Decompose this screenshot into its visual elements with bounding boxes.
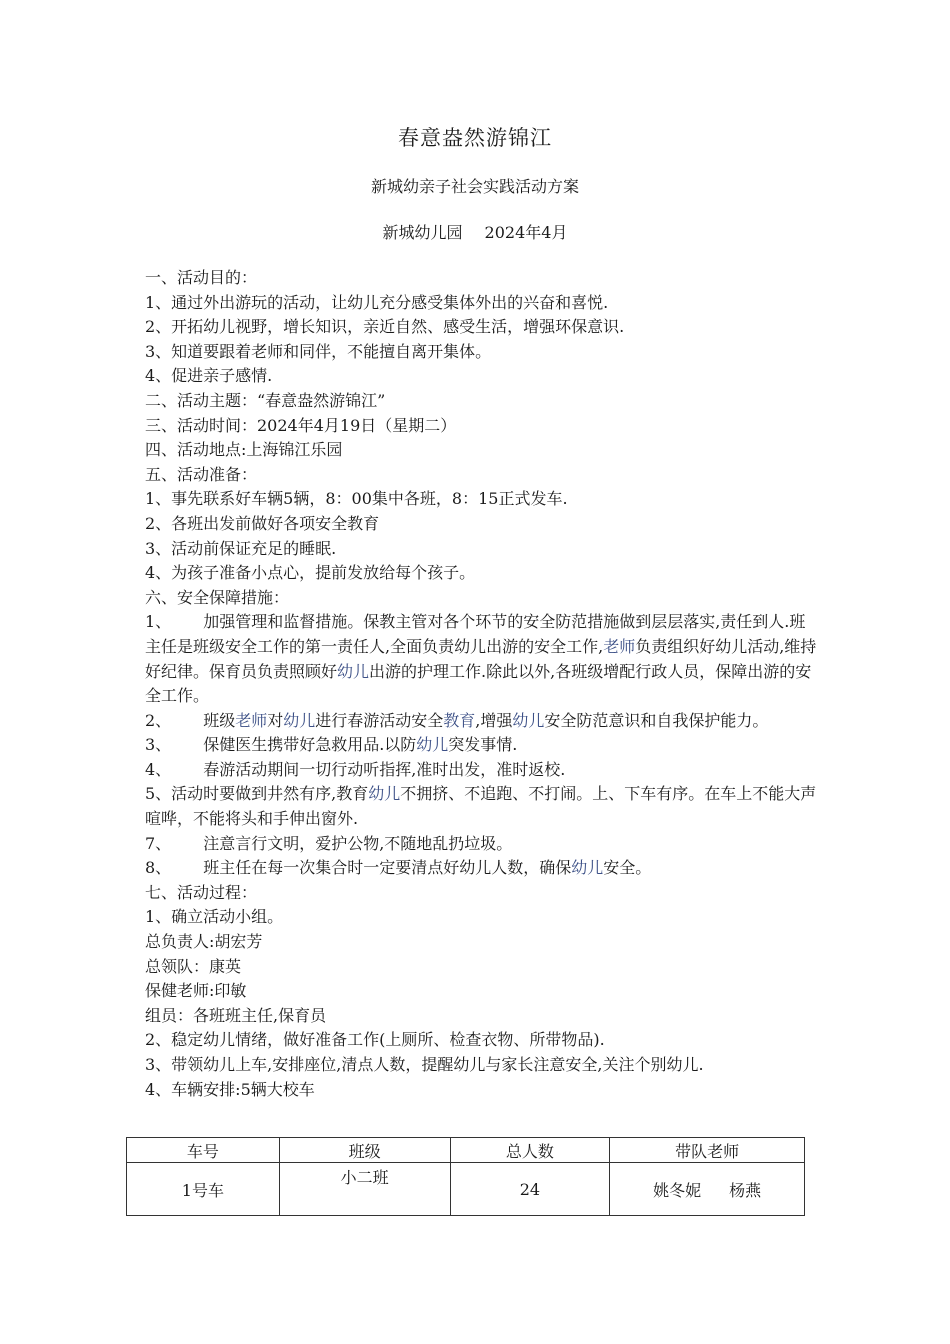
paragraph-line: 保健老师:印敏 bbox=[145, 981, 247, 1001]
text-run: 保健医生携带好急救用品.以防 bbox=[203, 735, 417, 755]
paragraph-line: 3、知道要跟着老师和同伴，不能擅自离开集体。 bbox=[145, 341, 492, 361]
item-number: 7、 bbox=[145, 833, 172, 853]
table-header-row bbox=[127, 1138, 805, 1163]
paragraph-line: 总领队：康英 bbox=[145, 956, 242, 976]
teacher-name: 姚冬妮 bbox=[653, 1180, 702, 1200]
item-number: 1、 bbox=[145, 612, 172, 632]
safety-item-8 bbox=[145, 856, 820, 881]
text-run: 春游活动期间一切行动听指挥,准时出发，准时返校. bbox=[203, 759, 566, 779]
section-heading: 七、活动过程： bbox=[145, 882, 258, 902]
text-run: 加强管理和监督措施。保教主管对各个环节的安全防范措施做到层层落实,责任到人.班主任是班级安全工作的第一责任人,全面负责幼儿出游的安全工作, bbox=[145, 612, 806, 656]
paragraph-line: 2、各班出发前做好各项安全教育 bbox=[145, 513, 380, 533]
section-heading: 二、活动主题：“春意盎然游锦江” bbox=[145, 390, 386, 410]
section-heading: 一、活动目的： bbox=[145, 268, 258, 287]
safety-item-2 bbox=[145, 709, 820, 734]
item-number: 3、 bbox=[145, 735, 172, 755]
highlight-term: 幼儿 bbox=[337, 661, 370, 681]
table-cell: 小二班 bbox=[279, 1163, 450, 1216]
document-title: 春意盎然游锦江 bbox=[398, 126, 552, 150]
highlight-term: 老师 bbox=[235, 710, 268, 730]
highlight-term: 幼儿 bbox=[416, 735, 449, 755]
paragraph-line: 总负责人:胡宏芳 bbox=[145, 932, 263, 952]
paragraph-line: 组员：各班班主任,保育员 bbox=[145, 1005, 327, 1025]
text-run: 班级 bbox=[203, 710, 236, 730]
text-run: 不拥挤、不追跑、不打闹。上、下车有序。在车上不能大声喧哗，不能将头和手伸出窗外. bbox=[145, 784, 817, 829]
safety-item-5 bbox=[145, 782, 820, 831]
paragraph-line: 4、车辆安排:5辆大校车 bbox=[145, 1079, 315, 1099]
document-byline bbox=[0, 220, 950, 243]
safety-item-4 bbox=[145, 758, 820, 783]
text-run: ,增强 bbox=[475, 710, 513, 730]
text-run: 出游的护理工作.除此以外,各班级增配行政人员，保障出游的安全工作。 bbox=[145, 661, 812, 706]
paragraph-line: 1、通过外出游玩的活动，让幼儿充分感受集体外出的兴奋和喜悦. bbox=[145, 292, 609, 312]
column-header: 班级 bbox=[279, 1138, 450, 1163]
text-run: 负责组织好幼儿活动,维持好纪律。保育员负责照顾好 bbox=[145, 636, 817, 681]
paragraph-line: 4、为孩子准备小点心，提前发放给每个孩子。 bbox=[145, 563, 476, 583]
table-cell: 1号车 bbox=[127, 1163, 280, 1216]
paragraph-line: 1、确立活动小组。 bbox=[145, 907, 284, 927]
safety-item-1 bbox=[145, 610, 820, 708]
section-heading: 六、安全保障措施： bbox=[145, 587, 290, 607]
paragraph-line: 1、事先联系好车辆5辆，8：00集中各班，8：15正式发车. bbox=[145, 489, 568, 509]
item-number: 4、 bbox=[145, 759, 172, 779]
highlight-term: 幼儿 bbox=[368, 784, 401, 804]
column-header: 带队老师 bbox=[610, 1138, 805, 1163]
table-row bbox=[127, 1163, 805, 1216]
column-header: 总人数 bbox=[450, 1138, 610, 1163]
highlight-term: 教育 bbox=[443, 710, 476, 730]
text-run: 进行春游活动安全 bbox=[315, 710, 444, 730]
teacher-name: 杨燕 bbox=[729, 1180, 762, 1200]
highlight-term: 老师 bbox=[603, 636, 636, 656]
paragraph-line: 2、开拓幼儿视野，增长知识，亲近自然、感受生活，增强环保意识. bbox=[145, 317, 625, 337]
text-run: 安全防范意识和自我保护能力。 bbox=[544, 710, 769, 730]
text-run: 突发事情. bbox=[448, 735, 518, 755]
org-name: 新城幼儿园 bbox=[382, 223, 463, 242]
text-run: 注意言行文明，爱护公物,不随地乱扔垃圾。 bbox=[203, 833, 513, 853]
paragraph-line: 4、促进亲子感情. bbox=[145, 366, 273, 386]
doc-date: 2024年4月 bbox=[484, 223, 568, 242]
text-run: 5、活动时要做到井然有序,教育 bbox=[145, 784, 369, 804]
vehicle-table bbox=[126, 1137, 805, 1216]
paragraph-line: 3、活动前保证充足的睡眠. bbox=[145, 538, 337, 558]
highlight-term: 幼儿 bbox=[512, 710, 545, 730]
text-run: 班主任在每一次集合时一定要清点好幼儿人数，确保 bbox=[203, 858, 572, 878]
text-run: 安全。 bbox=[603, 858, 652, 878]
section-heading: 五、活动准备： bbox=[145, 464, 258, 484]
column-header: 车号 bbox=[127, 1138, 280, 1163]
document-subtitle: 新城幼亲子社会实践活动方案 bbox=[370, 177, 579, 196]
safety-item-7 bbox=[145, 832, 820, 857]
safety-item-3 bbox=[145, 733, 820, 758]
table-cell: 24 bbox=[450, 1163, 610, 1216]
paragraph-line: 3、带领幼儿上车,安排座位,清点人数，提醒幼儿与家长注意安全,关注个别幼儿. bbox=[145, 1055, 704, 1074]
paragraph-line: 2、稳定幼儿情绪，做好准备工作(上厕所、检查衣物、所带物品). bbox=[145, 1030, 605, 1050]
highlight-term: 幼儿 bbox=[571, 858, 604, 878]
section-heading: 三、活动时间：2024年4月19日（星期二） bbox=[145, 415, 457, 435]
table-cell bbox=[610, 1163, 805, 1216]
item-number: 8、 bbox=[145, 858, 172, 878]
item-number: 2、 bbox=[145, 710, 172, 730]
highlight-term: 幼儿 bbox=[283, 710, 316, 730]
section-heading: 四、活动地点:上海锦江乐园 bbox=[145, 440, 343, 460]
document-body bbox=[145, 266, 820, 1102]
text-run: 对 bbox=[267, 710, 284, 730]
